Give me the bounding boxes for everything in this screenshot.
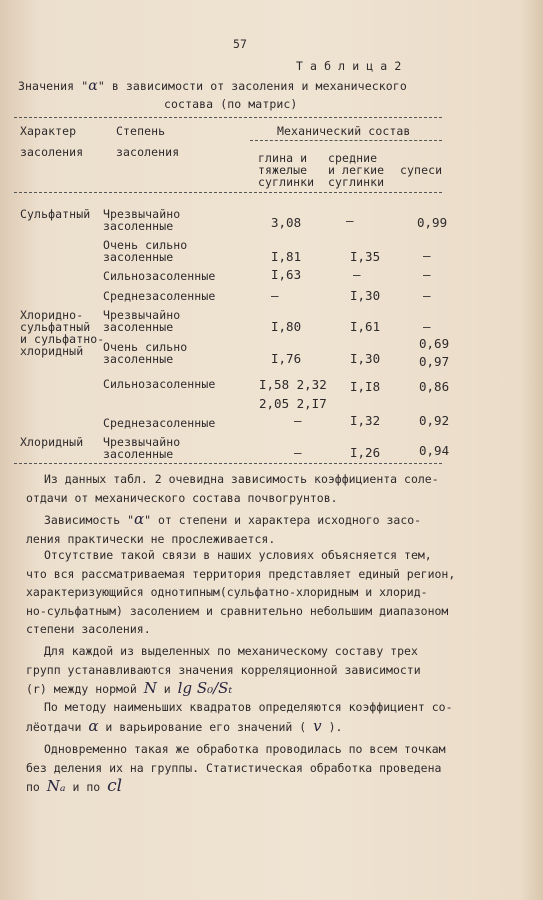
degree-label: засоленные (103, 250, 174, 264)
text-line: но-сульфатным) засолением и сравнительно небольшим диапазоном (26, 603, 449, 618)
table-cell: 0,99 (417, 215, 448, 230)
table-cell: I,80 (271, 319, 302, 334)
handwritten-lg-ratio: lg S₀/Sₜ (177, 679, 233, 697)
header-sub3: супеси (400, 163, 443, 177)
table-cell: I,76 (271, 351, 302, 366)
table-cell: I,81 (271, 249, 302, 264)
header-sub1-line1: глина и (258, 151, 308, 165)
text-line: Отсутствие такой связи в наших условиях объясняется тем, (44, 548, 432, 562)
paragraph-4 (26, 642, 506, 699)
table-cell: – (346, 213, 354, 228)
text-span: и (163, 682, 171, 696)
header-bottom-rule (14, 192, 442, 193)
table-cell: 3,08 (271, 215, 302, 230)
degree-label: Сильнозасоленные (103, 377, 216, 391)
header-sub2-line1: средние (328, 151, 378, 165)
table-cell: I,30 (350, 351, 381, 366)
text-line: Одновременно такая же обработка проводилась по всем точкам (44, 742, 446, 756)
degree-label: Сильнозасоленные (103, 269, 216, 283)
text-line: степени засоления. (26, 622, 151, 636)
table-cell: 0,97 (419, 354, 450, 369)
header-sub1-line2: тяжелые (258, 163, 308, 177)
alpha-symbol: 𝛼 (88, 78, 98, 94)
degree-label: Среднезасоленные (103, 416, 216, 430)
salinity-type-chloride-sulfate-l3: и сульфатно- (20, 332, 105, 346)
degree-label: засоленные (103, 219, 174, 233)
text-span: " от степени и характера исходного засо- (144, 513, 422, 527)
caption-text: Значения " (18, 79, 89, 93)
table-cell: I,63 (271, 267, 302, 282)
table-cell: 2,05 2,I7 (259, 396, 327, 411)
degree-label: Очень сильно (103, 340, 188, 354)
table-cell: 0,92 (419, 413, 450, 428)
header-group-rule (250, 140, 442, 141)
table-cell: 0,94 (419, 443, 450, 458)
table-label: Т а б л и ц а 2 (296, 59, 402, 73)
table-top-rule (14, 117, 442, 118)
salinity-type-chloride-sulfate-l2: сульфатный (20, 320, 91, 334)
table-cell: I,32 (350, 413, 381, 428)
text-span: лёотдачи (26, 719, 82, 734)
text-span: и варьирование его значений ( (105, 719, 307, 734)
table-cell: – (353, 267, 361, 282)
text-line: характеризующийся однотипным(сульфатно-хлоридным и хлорид- (26, 585, 428, 599)
text-line: отдачи от механического состава почвогрунтов. (26, 490, 338, 505)
text-line: групп устанавливаются значения корреляционной зависимости (26, 662, 421, 677)
paragraph-2 (26, 510, 506, 548)
table-cell: I,I8 (350, 379, 381, 394)
handwritten-v: v (313, 716, 322, 735)
text-span: по (26, 780, 40, 794)
salinity-type-chloride-sulfate-l1: Хлоридно- (20, 308, 84, 322)
text-span: и по (72, 780, 101, 794)
table-cell: – (423, 248, 431, 263)
salinity-type-sulfate: Сульфатный (20, 207, 91, 221)
table-bottom-rule (14, 463, 442, 464)
text-line (26, 679, 506, 699)
table-cell: – (294, 413, 302, 428)
table-cell: 0,69 (419, 336, 450, 351)
paragraph-1 (26, 470, 506, 507)
table-cell: 0,86 (419, 379, 450, 394)
degree-label: Среднезасоленные (103, 289, 216, 303)
page-number: 57 (233, 37, 248, 51)
header-col2-line2: засоления (116, 145, 180, 159)
text-line: Для каждой из выделенных по механическому составу трех (44, 644, 418, 658)
table-cell: – (423, 288, 431, 303)
table-cell: I,26 (350, 445, 381, 460)
header-sub2-line2: и легкие (328, 163, 385, 177)
text-line (26, 777, 506, 797)
caption-text: " в зависимости от засоления и механического (97, 79, 407, 93)
table-cell: – (271, 288, 279, 303)
salinity-type-chloride: Хлоридный (20, 435, 84, 449)
text-line (26, 717, 506, 737)
table-caption-line1 (18, 80, 407, 92)
header-group: Механический состав (277, 124, 411, 138)
alpha-symbol: 𝛼 (134, 510, 145, 528)
text-span: (r) между нормой (26, 682, 137, 696)
handwritten-cl: cl (107, 776, 123, 796)
table-cell: – (423, 267, 431, 282)
handwritten-Na: Nₐ (46, 777, 66, 795)
text-line: ления практически не прослеживается. (26, 531, 276, 546)
degree-label: засоленные (103, 320, 174, 334)
degree-label: Чрезвычайно (103, 435, 181, 449)
header-sub1-line3: суглинки (258, 175, 315, 189)
degree-label: засоленные (103, 352, 174, 366)
paragraph-6 (26, 740, 506, 797)
text-line: без деления их на группы. Статистическая обработка проведена (26, 760, 442, 775)
degree-label: Очень сильно (103, 238, 188, 252)
text-span: ). (328, 719, 343, 734)
handwritten-N: N (143, 679, 157, 697)
header-col2-line1: Степень (116, 124, 166, 138)
salinity-type-chloride-sulfate-l4: хлоридный (20, 344, 84, 358)
table-caption-line2: состава (по матрис) (164, 97, 298, 111)
header-col1-line1: Характер (20, 124, 77, 138)
table-cell: – (423, 319, 431, 334)
alpha-symbol: 𝛼 (88, 716, 99, 735)
table-cell: I,35 (350, 249, 381, 264)
text-line: По методу наименьших квадратов определяются коэффициент со- (44, 700, 453, 714)
text-line: Из данных табл. 2 очевидна зависимость коэффициента соле- (44, 472, 439, 486)
table-cell: I,58 2,32 (259, 377, 327, 392)
text-line: что вся рассматриваемая территория представляет единый регион, (26, 566, 456, 581)
header-sub2-line3: суглинки (328, 175, 385, 189)
degree-label: засоленные (103, 447, 174, 461)
table-cell: – (294, 445, 302, 460)
text-line (26, 510, 506, 530)
text-span: Зависимость " (44, 513, 135, 527)
header-col1-line2: засоления (20, 145, 84, 159)
degree-label: Чрезвычайно (103, 308, 181, 322)
table-cell: I,30 (350, 288, 381, 303)
degree-label: Чрезвычайно (103, 207, 181, 221)
paragraph-5 (26, 698, 506, 736)
table-cell: I,61 (350, 319, 381, 334)
paragraph-3 (26, 546, 506, 639)
